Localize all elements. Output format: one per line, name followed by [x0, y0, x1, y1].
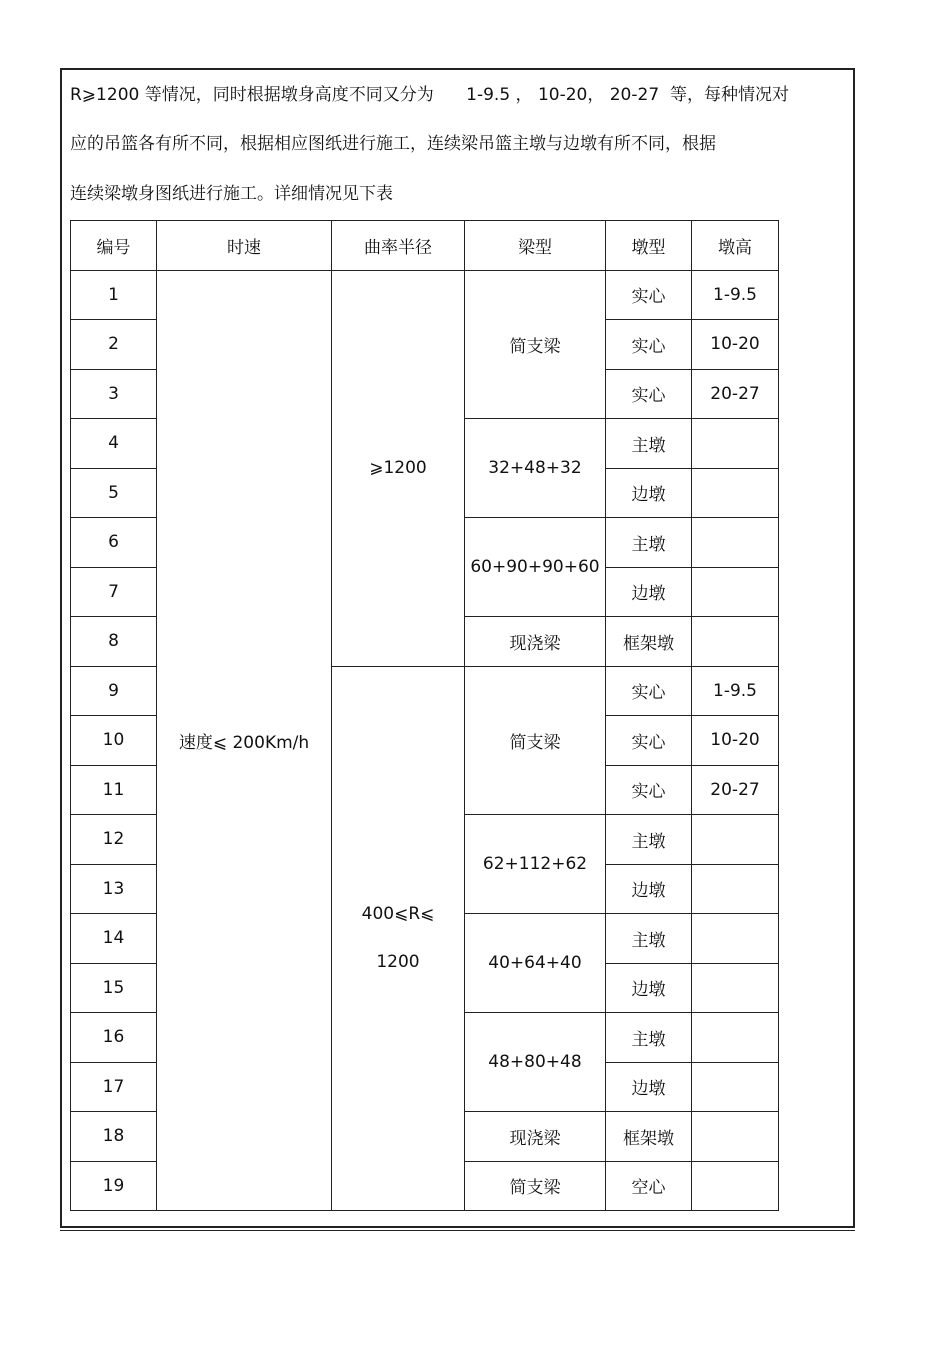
- cell-number: 15: [71, 963, 157, 1013]
- cell-pier: 实心: [606, 369, 692, 419]
- cell-pier: 主墩: [606, 518, 692, 568]
- header-pier-type: 墩型: [606, 221, 692, 271]
- cell-number: 9: [71, 666, 157, 716]
- cell-height: 20-27: [692, 369, 779, 419]
- cell-radius-b: [332, 666, 465, 1211]
- cell-number: 4: [71, 419, 157, 469]
- paragraph-line-1: R⩾1200 等情况，同时根据墩身高度不同又分为 1-9.5 ， 10-20， 20-27 等，每种情况对: [70, 85, 789, 105]
- header-number: 编号: [71, 221, 157, 271]
- cell-pier: 主墩: [606, 1013, 692, 1063]
- table-header-row: [71, 221, 779, 271]
- cell-height: [692, 1112, 779, 1162]
- cell-pier: 实心: [606, 320, 692, 370]
- cell-height: [692, 419, 779, 469]
- cell-beam-continuous: 40+64+40: [465, 914, 606, 1013]
- cell-number: 8: [71, 617, 157, 667]
- cell-pier: 实心: [606, 765, 692, 815]
- cell-height: [692, 1161, 779, 1211]
- cell-pier: 实心: [606, 666, 692, 716]
- cell-height: [692, 963, 779, 1013]
- radius-b-line-1: 400⩽R⩽: [361, 904, 435, 925]
- cell-height: 1-9.5: [692, 666, 779, 716]
- header-speed: 时速: [157, 221, 332, 271]
- cell-number: 6: [71, 518, 157, 568]
- header-radius: 曲率半径: [332, 221, 465, 271]
- cell-number: 17: [71, 1062, 157, 1112]
- cell-beam-simple-a: 简支梁: [465, 270, 606, 419]
- paragraph-line-3: 连续梁墩身图纸进行施工。详细情况见下表: [70, 184, 393, 204]
- cell-speed: 速度⩽ 200Km/h: [157, 270, 332, 1211]
- cell-pier: 框架墩: [606, 1112, 692, 1162]
- cell-height: 20-27: [692, 765, 779, 815]
- cell-height: 10-20: [692, 320, 779, 370]
- cell-number: 19: [71, 1161, 157, 1211]
- cell-beam-continuous: 62+112+62: [465, 815, 606, 914]
- header-pier-height: 墩高: [692, 221, 779, 271]
- cell-number: 10: [71, 716, 157, 766]
- document-frame: [60, 68, 855, 1228]
- cell-pier: 实心: [606, 270, 692, 320]
- cell-number: 14: [71, 914, 157, 964]
- cell-beam-cast: 现浇梁: [465, 617, 606, 667]
- cell-number: 11: [71, 765, 157, 815]
- cell-number: 7: [71, 567, 157, 617]
- cell-radius-a: ⩾1200: [332, 270, 465, 666]
- cell-pier: 边墩: [606, 963, 692, 1013]
- cell-number: 18: [71, 1112, 157, 1162]
- cell-beam-cast: 现浇梁: [465, 1112, 606, 1162]
- cell-height: [692, 468, 779, 518]
- cell-height: 10-20: [692, 716, 779, 766]
- table-row: [71, 270, 779, 320]
- cell-number: 12: [71, 815, 157, 865]
- cell-height: [692, 617, 779, 667]
- cell-beam-simple-b: 简支梁: [465, 666, 606, 815]
- cell-height: [692, 864, 779, 914]
- cell-height: [692, 815, 779, 865]
- cell-beam-continuous: 32+48+32: [465, 419, 606, 518]
- cell-pier: 主墩: [606, 419, 692, 469]
- cell-height: [692, 567, 779, 617]
- cell-pier: 主墩: [606, 914, 692, 964]
- cell-beam-continuous: 60+90+90+60: [465, 518, 606, 617]
- cell-pier: 主墩: [606, 815, 692, 865]
- cell-number: 2: [71, 320, 157, 370]
- radius-b-line-2: 1200: [376, 952, 420, 973]
- cell-height: [692, 1013, 779, 1063]
- cell-number: 16: [71, 1013, 157, 1063]
- cell-height: [692, 914, 779, 964]
- cell-pier: 框架墩: [606, 617, 692, 667]
- cell-height: [692, 1062, 779, 1112]
- header-beam-type: 梁型: [465, 221, 606, 271]
- cell-pier: 边墩: [606, 864, 692, 914]
- cell-number: 1: [71, 270, 157, 320]
- paragraph-line-2: 应的吊篮各有所不同，根据相应图纸进行施工，连续梁吊篮主墩与边墩有所不同，根据: [70, 134, 716, 154]
- cell-pier: 空心: [606, 1161, 692, 1211]
- cell-number: 13: [71, 864, 157, 914]
- spec-table: [70, 220, 779, 1211]
- cell-number: 5: [71, 468, 157, 518]
- cell-beam-continuous: 48+80+48: [465, 1013, 606, 1112]
- cell-pier: 实心: [606, 716, 692, 766]
- cell-beam-simple: 简支梁: [465, 1161, 606, 1211]
- cell-number: 3: [71, 369, 157, 419]
- cell-pier: 边墩: [606, 567, 692, 617]
- cell-height: 1-9.5: [692, 270, 779, 320]
- cell-pier: 边墩: [606, 468, 692, 518]
- cell-pier: 边墩: [606, 1062, 692, 1112]
- cell-height: [692, 518, 779, 568]
